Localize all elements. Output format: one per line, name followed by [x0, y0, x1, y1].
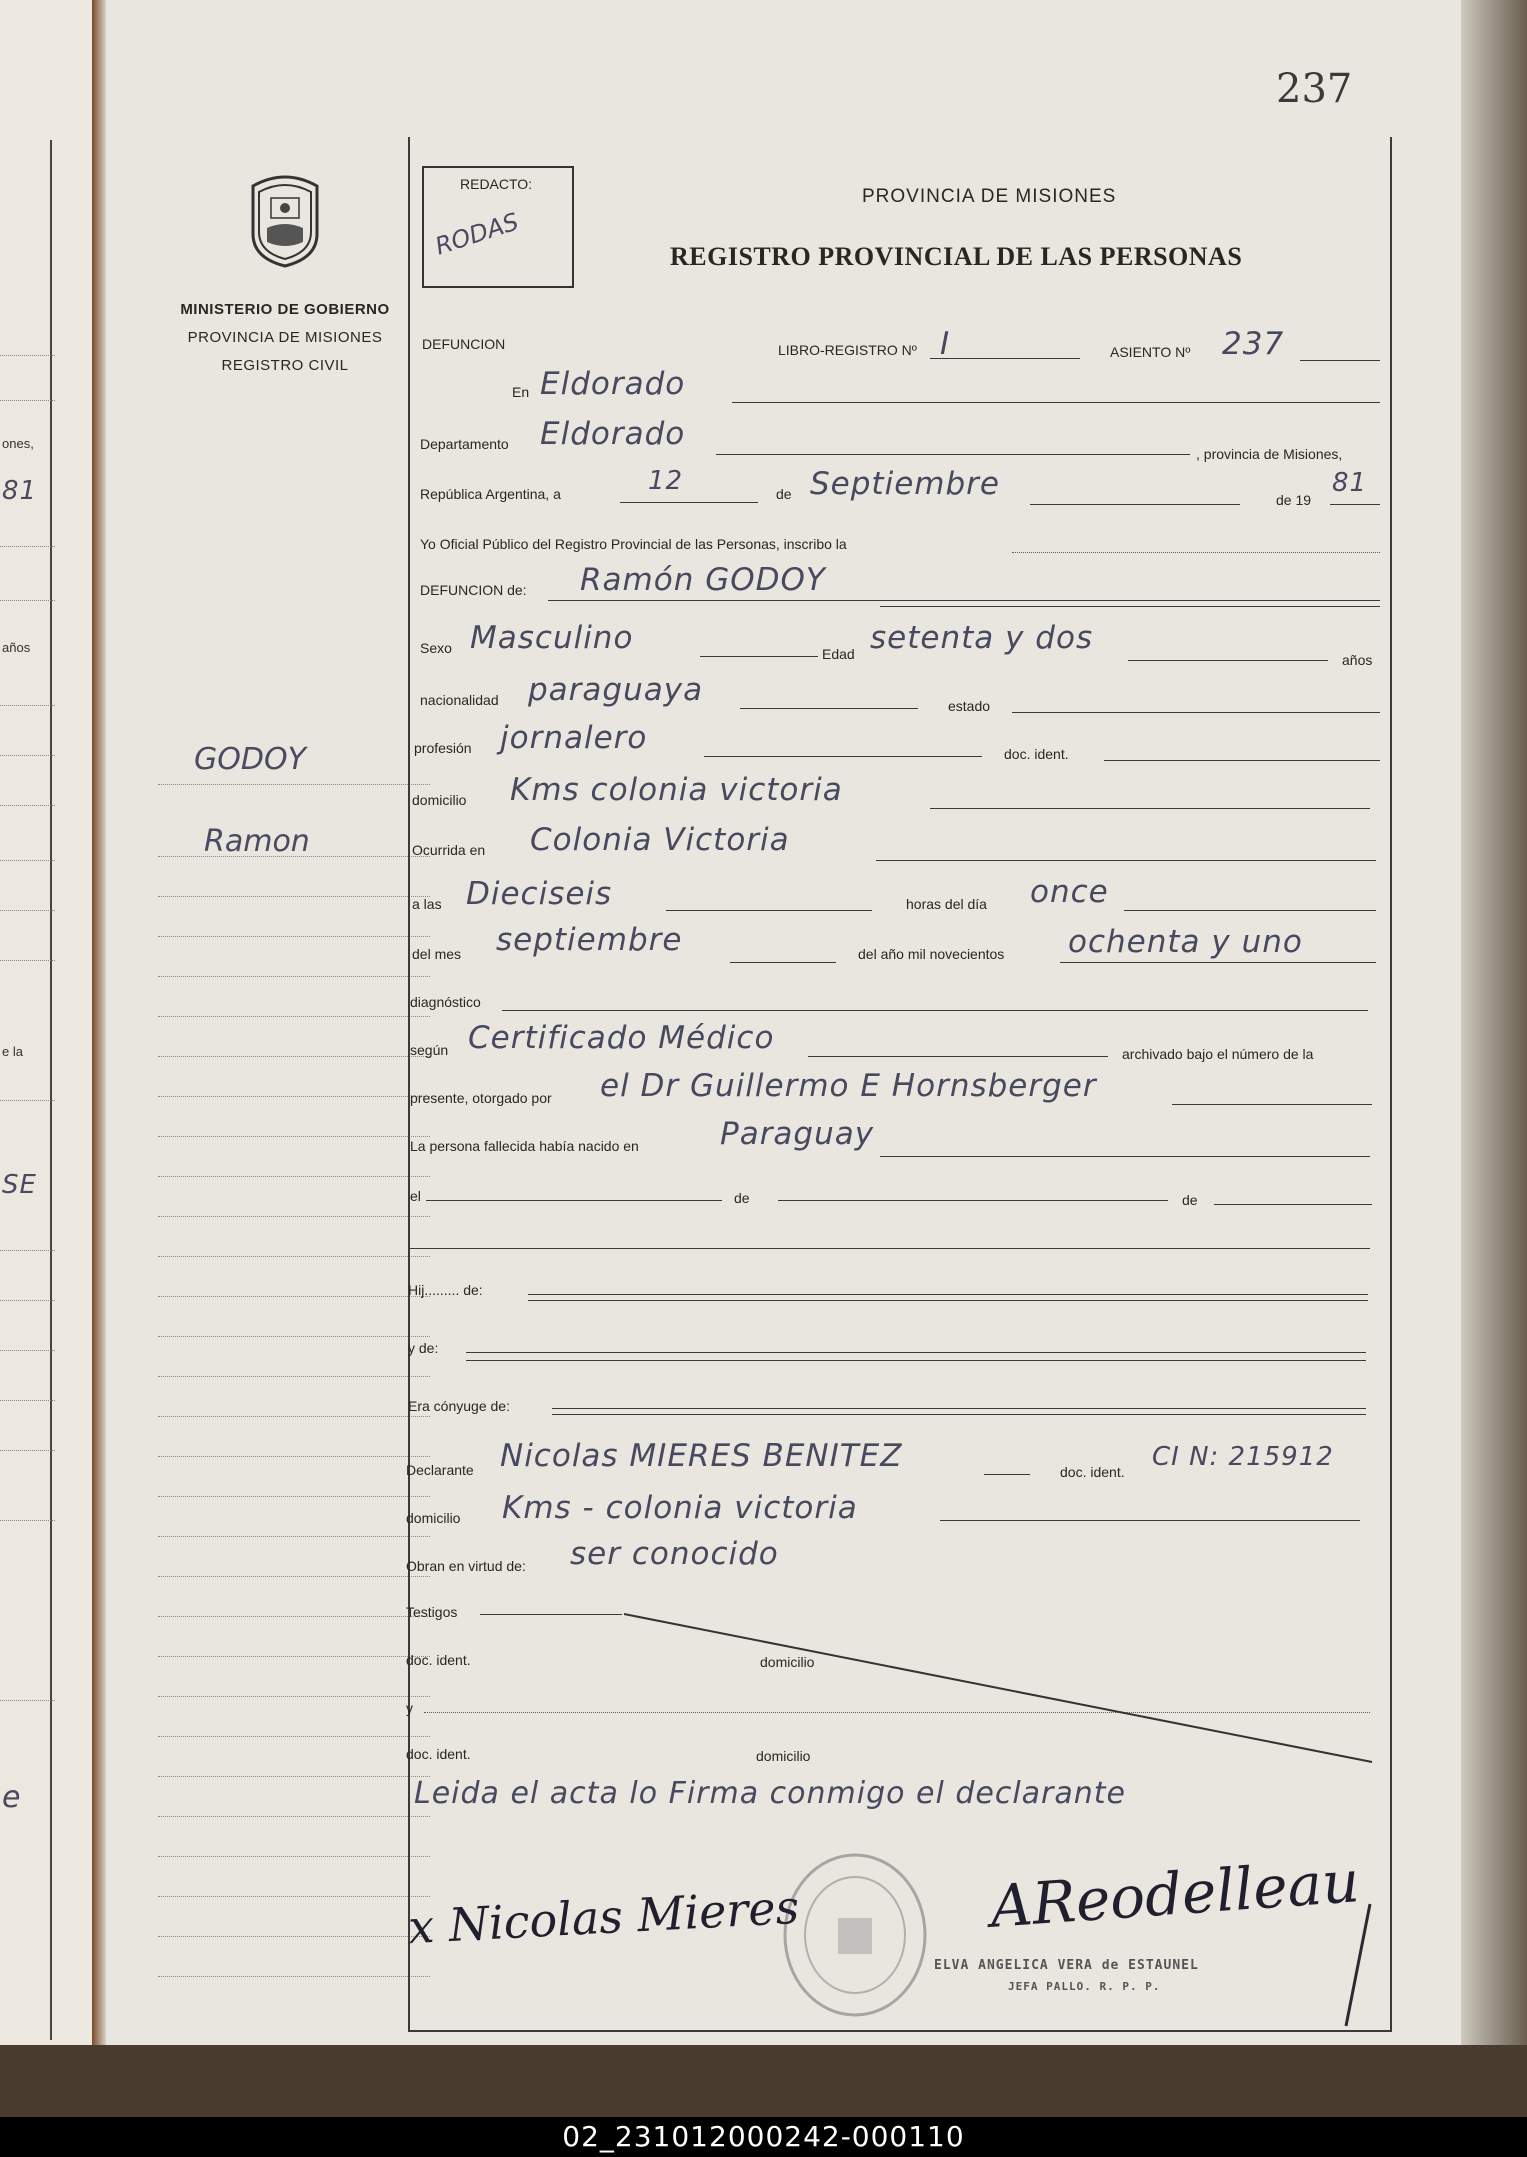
cancel-diagonal-line	[620, 1610, 1380, 1770]
birthdate-of-label: de	[734, 1190, 750, 1206]
previous-page-rule	[0, 1100, 55, 1101]
id-label: doc. ident.	[1004, 746, 1069, 762]
index-given-name: Ramon	[204, 824, 310, 859]
time-label: a las	[412, 896, 442, 912]
official-stamp-icon	[780, 1850, 930, 2020]
witnesses-line	[480, 1614, 622, 1615]
department-value: Eldorado	[540, 416, 686, 452]
archived-label: archivado bajo el número de la	[1122, 1046, 1314, 1062]
previous-page-rule	[0, 600, 55, 601]
witness-and-label: y	[406, 1700, 413, 1716]
department-label: Departamento	[420, 436, 509, 452]
child-of-line	[528, 1294, 1368, 1295]
age-line	[1128, 660, 1328, 661]
granted-value: el Dr Guillermo E Hornsberger	[600, 1068, 1097, 1104]
place-line	[732, 402, 1380, 403]
basis-label: Obran en virtud de:	[406, 1558, 526, 1574]
occurred-line	[876, 860, 1376, 861]
basis-value: ser conocido	[570, 1536, 779, 1572]
previous-page-rule	[0, 910, 55, 911]
book-gutter	[92, 0, 106, 2045]
previous-page-rule	[0, 1300, 55, 1301]
index-rule	[158, 1216, 430, 1217]
previous-page-rule	[0, 1450, 55, 1451]
index-rule	[158, 784, 430, 785]
index-rule	[158, 1856, 430, 1857]
record-type-label: DEFUNCION	[422, 336, 506, 352]
according-line	[808, 1056, 1108, 1057]
deceased-label: DEFUNCION de:	[420, 582, 527, 598]
day-line	[1124, 910, 1376, 911]
index-surname: GODOY	[194, 742, 306, 777]
deceased-value: Ramón GODOY	[580, 562, 826, 598]
official-title-stamp: JEFA PALLO. R. P. P.	[1008, 1980, 1161, 1993]
index-rule	[158, 1616, 430, 1617]
index-rule	[158, 1336, 430, 1337]
index-rule	[158, 1376, 430, 1377]
time-value: Dieciseis	[466, 876, 613, 912]
previous-page-rule	[0, 355, 55, 356]
index-rule	[158, 1576, 430, 1577]
birthplace-line	[880, 1156, 1370, 1157]
month-value: septiembre	[496, 922, 683, 958]
index-rule	[158, 1536, 430, 1537]
entry-value: 237	[1222, 326, 1285, 362]
birthplace-value: Paraguay	[720, 1116, 875, 1152]
declarant-signature: x Nicolas Mieres	[406, 1879, 801, 1955]
declarant-value: Nicolas MIERES BENITEZ	[500, 1438, 903, 1474]
age-value: setenta y dos	[870, 620, 1094, 656]
previous-page-edge	[0, 0, 94, 2045]
previous-page-rule	[0, 1350, 55, 1351]
declarant-id-label: doc. ident.	[1060, 1464, 1125, 1480]
place-value: Eldorado	[540, 366, 686, 402]
previous-page-fragment: años	[2, 640, 31, 655]
book-line	[930, 358, 1080, 359]
profession-line	[704, 756, 982, 757]
according-label: según	[410, 1042, 449, 1058]
index-rule	[158, 1696, 430, 1697]
sex-label: Sexo	[420, 640, 452, 656]
index-rule	[158, 1016, 430, 1017]
child-of-line-2	[528, 1300, 1368, 1301]
previous-page-handwriting: e	[2, 1780, 22, 1815]
official-signature: AReodelleau	[988, 1847, 1362, 1941]
previous-page-handwriting: 81	[2, 476, 38, 506]
month-line	[730, 962, 836, 963]
entry-label: ASIENTO Nº	[1110, 344, 1191, 360]
index-rule	[158, 1176, 430, 1177]
nationality-value: paraguaya	[528, 672, 704, 708]
date-day-value: 12	[648, 466, 684, 496]
date-year-line	[1330, 504, 1380, 505]
declarant-address-label: domicilio	[406, 1510, 461, 1526]
nationality-line	[740, 708, 918, 709]
address-value: Kms colonia victoria	[510, 772, 843, 808]
index-rule	[158, 1736, 430, 1737]
birthplace-label: La persona fallecida había nacido en	[410, 1138, 639, 1154]
date-day-line	[620, 502, 758, 503]
previous-page-fragment: e la	[2, 1044, 23, 1059]
according-value: Certificado Médico	[468, 1020, 775, 1056]
witness1-address-label: domicilio	[760, 1654, 815, 1670]
date-month-value: Septiembre	[810, 466, 1000, 502]
index-rule	[158, 1096, 430, 1097]
age-label: Edad	[822, 646, 855, 662]
index-rule	[158, 976, 430, 977]
index-rule	[158, 1416, 430, 1417]
province-heading: PROVINCIA DE MISIONES	[862, 186, 1117, 207]
date-prefix-label: República Argentina, a	[420, 486, 561, 502]
marital-status-line	[1012, 712, 1380, 713]
previous-page-rule	[0, 1250, 55, 1251]
occurred-value: Colonia Victoria	[530, 822, 790, 858]
index-rule	[158, 1136, 430, 1137]
closing-note: Leida el acta lo Firma conmigo el declarante	[414, 1776, 1126, 1811]
birthdate-of-label-2: de	[1182, 1192, 1198, 1208]
previous-page-rule	[0, 546, 55, 547]
spouse-line	[552, 1408, 1366, 1409]
previous-page-rule	[0, 1520, 55, 1521]
ministry-name: MINISTERIO DE GOBIERNO	[180, 301, 390, 318]
index-rule	[158, 1936, 430, 1937]
year-label: del año mil novecientos	[858, 946, 1005, 962]
index-rule	[158, 1656, 430, 1657]
month-label: del mes	[412, 946, 462, 962]
book-label: LIBRO-REGISTRO Nº	[778, 342, 917, 358]
child-of-label: Hij......... de:	[408, 1282, 483, 1298]
signature-stroke	[1340, 1900, 1380, 2030]
ministry-office: REGISTRO CIVIL	[221, 357, 349, 374]
index-rule	[158, 1816, 430, 1817]
witness1-id-label: doc. ident.	[406, 1652, 471, 1668]
official-name-stamp: ELVA ANGELICA VERA de ESTAUNEL	[934, 1958, 1199, 1973]
declarant-address-line	[940, 1520, 1360, 1521]
previous-page-fragment: ones,	[2, 436, 34, 451]
granted-label: presente, otorgado por	[410, 1090, 552, 1106]
index-rule	[158, 1456, 430, 1457]
declarant-id-value: CI N: 215912	[1152, 1442, 1334, 1472]
index-rule	[158, 1256, 430, 1257]
day-value: once	[1030, 874, 1109, 910]
marital-status-label: estado	[948, 698, 991, 714]
id-line	[1104, 760, 1380, 761]
entry-line	[1300, 360, 1380, 361]
birthdate-label: el	[410, 1188, 421, 1204]
ministry-block	[150, 296, 420, 380]
previous-page-rule	[0, 1700, 55, 1701]
index-rule	[158, 1496, 430, 1497]
profession-value: jornalero	[500, 720, 648, 756]
index-rule	[158, 1056, 430, 1057]
address-line	[930, 808, 1370, 809]
spouse-line-2	[552, 1414, 1366, 1415]
index-rule	[158, 1896, 430, 1897]
page-number: 237	[1276, 66, 1353, 112]
blank-line	[410, 1248, 1370, 1249]
birthdate-year-line	[1214, 1204, 1372, 1205]
spouse-label: Era cónyuge de:	[408, 1398, 510, 1414]
index-rule	[158, 856, 430, 857]
previous-page-handwriting: SE	[2, 1170, 37, 1200]
nationality-label: nacionalidad	[420, 692, 499, 708]
deceased-line	[548, 600, 1380, 601]
time-line	[666, 910, 872, 911]
granted-line	[1172, 1104, 1372, 1105]
sex-value: Masculino	[470, 620, 634, 656]
witness2-address-label: domicilio	[756, 1748, 811, 1764]
page-stack-edge	[1461, 0, 1527, 2045]
ministry-province: PROVINCIA DE MISIONES	[187, 329, 383, 346]
previous-page-rule	[0, 705, 55, 706]
birthdate-day-line	[426, 1200, 722, 1201]
previous-page-rule	[0, 860, 55, 861]
birthdate-month-line	[778, 1200, 1168, 1201]
date-month-line	[1030, 504, 1240, 505]
declarant-line	[984, 1474, 1030, 1475]
witnesses-label: Testigos	[406, 1604, 458, 1620]
address-label: domicilio	[412, 792, 467, 808]
declarant-label: Declarante	[406, 1462, 474, 1478]
previous-page-margin-line	[50, 140, 52, 2040]
diagnosis-line	[502, 1010, 1368, 1011]
and-of-line-2	[466, 1360, 1366, 1361]
sex-line	[700, 656, 818, 657]
index-rule	[158, 1776, 430, 1777]
index-rule	[158, 1296, 430, 1297]
year-value: ochenta y uno	[1068, 924, 1303, 960]
year-line	[1060, 962, 1376, 963]
province-suffix-label: , provincia de Misiones,	[1196, 446, 1343, 462]
previous-page-rule	[0, 400, 55, 401]
diagnosis-label: diagnóstico	[410, 994, 481, 1010]
previous-page-rule	[0, 755, 55, 756]
image-caption: 02_231012000242-000110	[0, 2117, 1527, 2157]
previous-page-rule	[0, 960, 55, 961]
profession-label: profesión	[414, 740, 472, 756]
and-of-label: y de:	[408, 1340, 439, 1356]
inscription-label: Yo Oficial Público del Registro Provincial de las Personas, inscribo la	[420, 536, 847, 552]
day-label: horas del día	[906, 896, 987, 912]
redacto-label: REDACTO:	[460, 176, 533, 192]
previous-page-rule	[0, 1400, 55, 1401]
department-line	[716, 454, 1190, 455]
declarant-address-value: Kms - colonia victoria	[502, 1490, 858, 1526]
age-unit-label: años	[1342, 652, 1373, 668]
registry-heading: REGISTRO PROVINCIAL DE LAS PERSONAS	[670, 242, 1243, 271]
index-rule	[158, 936, 430, 937]
date-year-value: 81	[1332, 468, 1368, 498]
book-value: I	[940, 326, 951, 362]
occurred-label: Ocurrida en	[412, 842, 486, 858]
coat-of-arms-icon	[245, 172, 325, 268]
date-of-label: de	[776, 486, 792, 502]
book-bottom-shadow	[0, 2045, 1527, 2117]
redacto-value: RODAS	[431, 207, 522, 261]
index-rule	[158, 896, 430, 897]
inscription-line	[1012, 552, 1380, 553]
date-year-label: de 19	[1276, 492, 1312, 508]
index-rule	[158, 1976, 430, 1977]
previous-page-rule	[0, 805, 55, 806]
deceased-line-2	[880, 606, 1380, 607]
and-of-line	[466, 1352, 1366, 1353]
place-label: En	[512, 384, 530, 400]
redacto-box	[422, 166, 574, 288]
witness2-id-label: doc. ident.	[406, 1746, 471, 1762]
